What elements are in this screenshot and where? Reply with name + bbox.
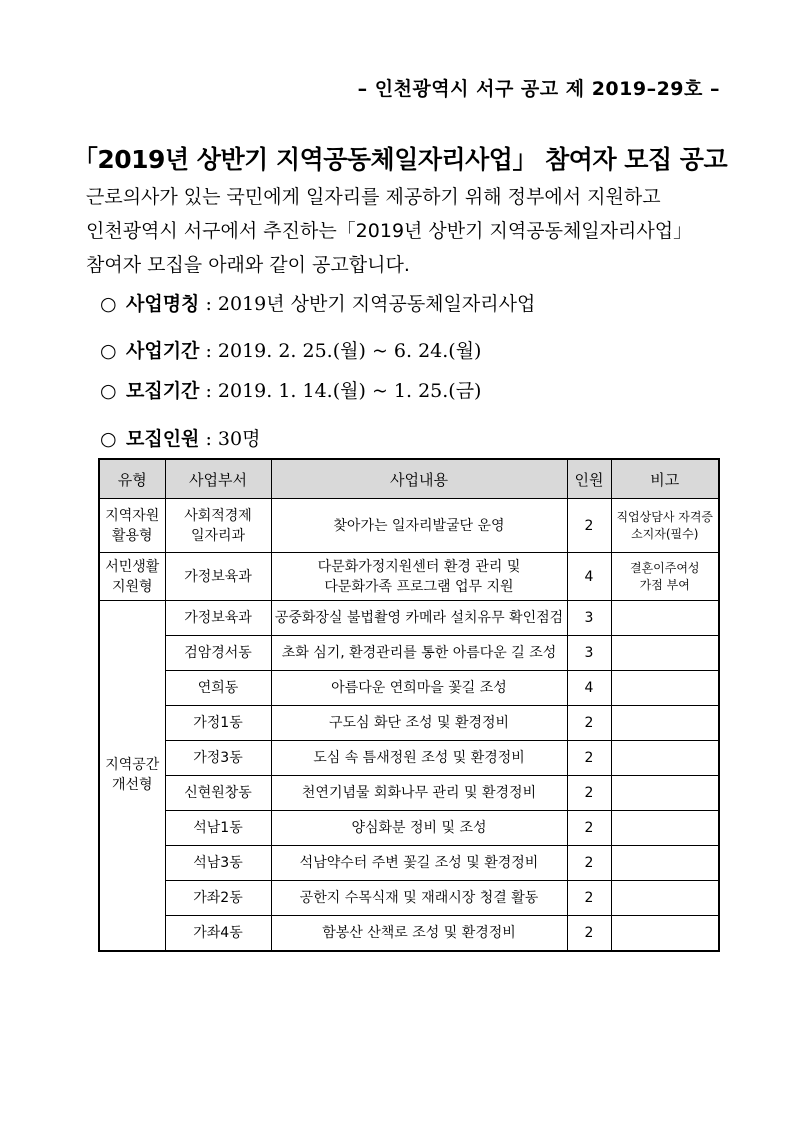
- count-cell: 2: [567, 741, 611, 776]
- count-cell: 2: [567, 811, 611, 846]
- header-department: 사업부서: [165, 459, 271, 499]
- content-cell: 구도심 화단 조성 및 환경정비: [271, 706, 567, 741]
- table-row: [99, 636, 719, 671]
- department-cell: 석남1동: [165, 811, 271, 846]
- note-cell: [611, 741, 719, 776]
- content-cell: 공한지 수목식재 및 재래시장 청결 활동: [271, 881, 567, 916]
- count-cell: 3: [567, 636, 611, 671]
- content-cell: 양심화분 정비 및 조성: [271, 811, 567, 846]
- note-cell: [611, 776, 719, 811]
- note-cell: [611, 916, 719, 951]
- department-cell: 검암경서동: [165, 636, 271, 671]
- item-recruit-count: [100, 424, 260, 451]
- circle-bullet-icon: ○: [100, 428, 117, 450]
- count-cell: 2: [567, 916, 611, 951]
- department-cell: 사회적경제 일자리과: [165, 499, 271, 553]
- note-cell: [611, 706, 719, 741]
- department-cell: 가좌4동: [165, 916, 271, 951]
- item-label: 사업기간: [126, 340, 200, 362]
- content-cell: 다문화가정지원센터 환경 관리 및 다문화가족 프로그램 업무 지원: [271, 553, 567, 601]
- item-business-name: [100, 289, 535, 316]
- count-cell: 2: [567, 706, 611, 741]
- count-cell: 2: [567, 499, 611, 553]
- note-cell: [611, 846, 719, 881]
- count-cell: 2: [567, 881, 611, 916]
- note-cell: 직업상담사 자격증 소지자(필수): [611, 499, 719, 553]
- content-cell: 도심 속 틈새정원 조성 및 환경정비: [271, 741, 567, 776]
- content-cell: 천연기념물 회화나무 관리 및 환경정비: [271, 776, 567, 811]
- content-cell: 찾아가는 일자리발굴단 운영: [271, 499, 567, 553]
- header-note: 비고: [611, 459, 719, 499]
- department-cell: 연희동: [165, 671, 271, 706]
- intro-line: 인천광역시 서구에서 추진하는「2019년 상반기 지역공동체일자리사업」: [86, 220, 693, 242]
- table-row: [99, 706, 719, 741]
- circle-bullet-icon: ○: [100, 340, 117, 362]
- intro-line: 근로의사가 있는 국민에게 일자리를 제공하기 위해 정부에서 지원하고: [86, 186, 661, 208]
- item-value: : 2019. 1. 14.(월) ~ 1. 25.(금): [199, 380, 482, 402]
- header-count: 인원: [567, 459, 611, 499]
- note-cell: 결혼이주여성 가점 부여: [611, 553, 719, 601]
- table-row: [99, 916, 719, 951]
- count-cell: 2: [567, 846, 611, 881]
- intro-paragraph: [86, 180, 726, 282]
- item-recruit-period: [100, 376, 481, 403]
- note-cell: [611, 601, 719, 636]
- item-label: 모집기간: [126, 380, 200, 402]
- content-cell: 공중화장실 불법촬영 카메라 설치유무 확인점검: [271, 601, 567, 636]
- table-row: [99, 776, 719, 811]
- table-header-row: [99, 459, 719, 499]
- item-business-period: [100, 336, 481, 363]
- department-cell: 가정보육과: [165, 601, 271, 636]
- note-cell: [611, 636, 719, 671]
- intro-line: 참여자 모집을 아래와 같이 공고합니다.: [86, 254, 410, 276]
- department-cell: 신현원창동: [165, 776, 271, 811]
- department-cell: 석남3동: [165, 846, 271, 881]
- table-row: [99, 671, 719, 706]
- item-label: 모집인원: [126, 428, 200, 450]
- type-cell: 지역자원 활용형: [99, 499, 165, 553]
- department-cell: 가정3동: [165, 741, 271, 776]
- type-cell: 서민생활 지원형: [99, 553, 165, 601]
- department-cell: 가정1동: [165, 706, 271, 741]
- circle-bullet-icon: ○: [100, 380, 117, 402]
- table-row: [99, 811, 719, 846]
- table-row: [99, 499, 719, 553]
- table-row: [99, 881, 719, 916]
- table-row: [99, 846, 719, 881]
- content-cell: 초화 심기, 환경관리를 통한 아름다운 길 조성: [271, 636, 567, 671]
- department-cell: 가정보육과: [165, 553, 271, 601]
- item-value: : 30명: [199, 428, 261, 450]
- item-label: 사업명칭: [126, 293, 200, 315]
- note-cell: [611, 811, 719, 846]
- header-content: 사업내용: [271, 459, 567, 499]
- note-cell: [611, 881, 719, 916]
- count-cell: 3: [567, 601, 611, 636]
- header-type: 유형: [99, 459, 165, 499]
- item-value: : 2019. 2. 25.(월) ~ 6. 24.(월): [199, 340, 482, 362]
- content-cell: 함봉산 산책로 조성 및 환경정비: [271, 916, 567, 951]
- count-cell: 4: [567, 553, 611, 601]
- type-cell: 지역공간 개선형: [99, 601, 165, 951]
- department-cell: 가좌2동: [165, 881, 271, 916]
- count-cell: 2: [567, 776, 611, 811]
- item-value: : 2019년 상반기 지역공동체일자리사업: [199, 293, 536, 315]
- content-cell: 아름다운 연희마을 꽃길 조성: [271, 671, 567, 706]
- table-row: [99, 553, 719, 601]
- recruitment-table: [98, 458, 720, 952]
- note-cell: [611, 671, 719, 706]
- table-row: [99, 741, 719, 776]
- content-cell: 석남약수터 주변 꽃길 조성 및 환경정비: [271, 846, 567, 881]
- table-row: [99, 601, 719, 636]
- page-title: 「2019년 상반기 지역공동체일자리사업」 참여자 모집 공고: [72, 145, 728, 174]
- circle-bullet-icon: ○: [100, 293, 117, 315]
- notice-number: – 인천광역시 서구 공고 제 2019–29호 –: [357, 78, 720, 100]
- count-cell: 4: [567, 671, 611, 706]
